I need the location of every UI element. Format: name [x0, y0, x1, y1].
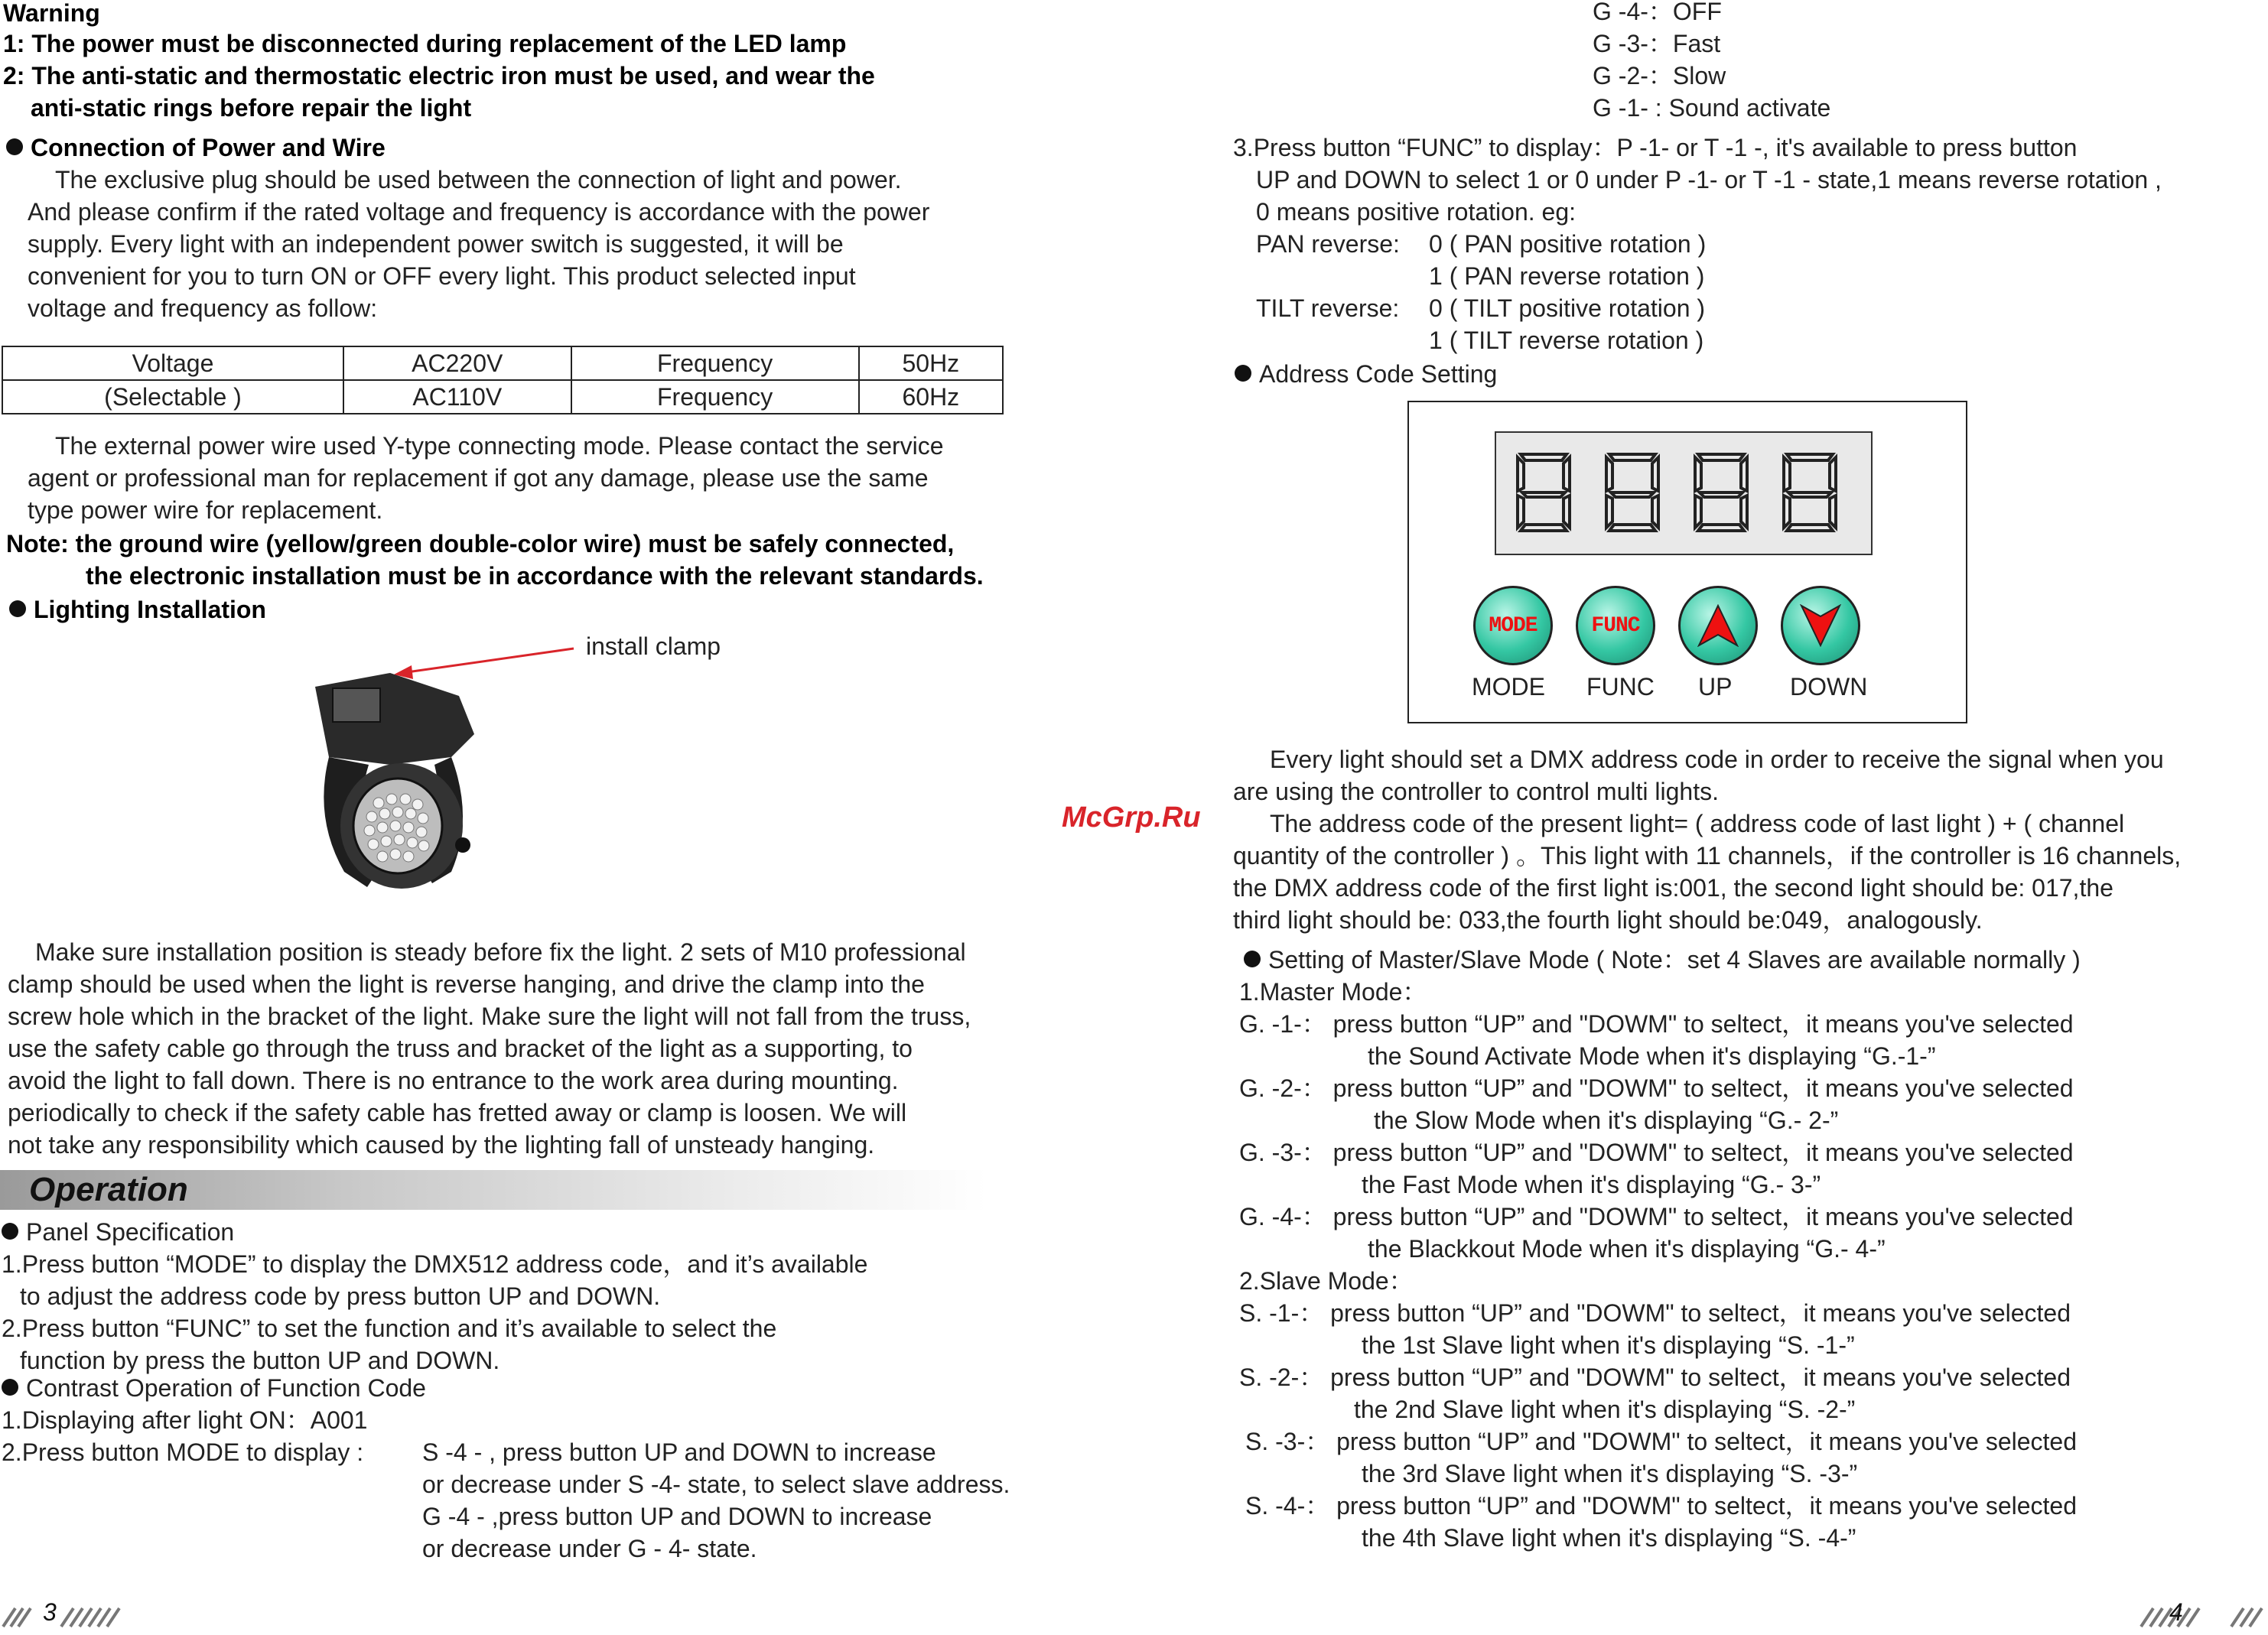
install-line-6: periodically to check if the safety cable has fretted away or clamp is loosen. We will [8, 1099, 907, 1126]
slave-s2-line-2: the 2nd Slave light when it's displaying “S. -2-” [1354, 1396, 1856, 1423]
tilt-reverse-1: 1 ( TILT reverse rotation ) [1429, 327, 1704, 354]
contrast-s-line-2: or decrease under S -4- state, to select slave address. [422, 1471, 1010, 1498]
install-line-4: use the safety cable go through the truss and bracket of the light as a supporting, to [8, 1035, 913, 1062]
install-line-3: screw hole which in the bracket of the light. Make sure the light will not fall from the truss, [8, 1003, 971, 1030]
up-label: UP [1698, 673, 1733, 700]
mode-button[interactable]: MODE [1473, 586, 1553, 665]
bullet-icon [1244, 951, 1261, 967]
table-cell: 50Hz [859, 346, 1003, 380]
table-cell: Frequency [571, 380, 859, 414]
down-button[interactable] [1781, 586, 1860, 665]
connection-line-2: And please confirm if the rated voltage and frequency is accordance with the power [28, 198, 930, 226]
note-line-2: the electronic installation must be in accordance with the relevant standards. [86, 562, 984, 590]
master-g1-line-1: G. -1-： press button “UP” and "DOWM" to seltect，it means you've selected [1239, 1010, 2074, 1038]
g-code-off: G -4-：OFF [1593, 0, 1722, 25]
table-cell: AC110V [343, 380, 571, 414]
slave-s1-line-1: S. -1-： press button “UP” and "DOWM" to seltect，it means you've selected [1239, 1299, 2071, 1327]
panel-spec-line-2: to adjust the address code by press button UP and DOWN. [20, 1282, 661, 1310]
panel-spec-line-3: 2.Press button “FUNC” to set the function and it’s available to select the [2, 1315, 777, 1342]
g-code-slow: G -2-：Slow [1593, 62, 1726, 89]
func-label: FUNC [1586, 673, 1655, 700]
master-slave-heading: Setting of Master/Slave Mode ( Note：set 4 Slaves are available normally ) [1244, 944, 2081, 976]
connection-line-4: convenient for you to turn ON or OFF every light. This product selected input [28, 262, 856, 290]
bullet-icon [1235, 365, 1251, 382]
control-panel [1407, 401, 1967, 723]
external-wire-line-1: The external power wire used Y-type connecting mode. Please contact the service [55, 432, 944, 460]
light-fixture-illustration [298, 642, 581, 918]
panel-spec-heading: Panel Specification [2, 1216, 234, 1248]
master-mode-title: 1.Master Mode： [1239, 978, 1427, 1006]
address-line-1: Every light should set a DMX address code in order to receive the signal when you [1270, 746, 2164, 773]
func-line-2: UP and DOWN to select 1 or 0 under P -1- or T -1 - state,1 means reverse rotation , [1256, 166, 2162, 193]
seven-segment-digit [1779, 450, 1840, 535]
mode-label: MODE [1472, 673, 1545, 700]
contrast-g-line-2: or decrease under G - 4- state. [422, 1535, 757, 1562]
contrast-s-line-1: S -4 - , press button UP and DOWN to increase [422, 1438, 936, 1466]
external-wire-line-3: type power wire for replacement. [28, 496, 383, 524]
pan-reverse-1: 1 ( PAN reverse rotation ) [1429, 262, 1705, 290]
installation-heading: Lighting Installation [9, 593, 266, 626]
master-g1-line-2: the Sound Activate Mode when it's displaying “G.-1-” [1368, 1042, 1936, 1070]
slave-s1-line-2: the 1st Slave light when it's displaying “S. -1-” [1362, 1331, 1855, 1359]
table-cell: Voltage [2, 346, 343, 380]
pan-reverse-label: PAN reverse: [1256, 230, 1400, 258]
slave-s4-line-1: S. -4-： press button “UP” and "DOWM" to seltect，it means you've selected [1245, 1492, 2077, 1520]
tilt-reverse-0: 0 ( TILT positive rotation ) [1429, 294, 1706, 322]
page-number-right: 4 [2169, 1598, 2183, 1626]
seven-segment-digit [1690, 450, 1752, 535]
warning-item-2-cont: anti-static rings before repair the light [31, 94, 472, 122]
g-code-fast: G -3-：Fast [1593, 30, 1721, 57]
slave-mode-title: 2.Slave Mode： [1239, 1267, 1414, 1295]
note-line-1: Note: the ground wire (yellow/green double-color wire) must be safely connected, [6, 530, 955, 557]
external-wire-line-2: agent or professional man for replacement if got any damage, please use the same [28, 464, 929, 492]
table-row [2, 346, 1003, 380]
clamp-pointer-arrow [402, 648, 574, 673]
address-line-4: quantity of the controller ) 。This light with 11 channels，if the controller is 16 channels, [1233, 842, 2182, 870]
operation-title: Operation [29, 1171, 188, 1208]
tilt-knob [455, 837, 470, 853]
power-table [2, 346, 1004, 414]
clamp-plate [333, 688, 380, 722]
address-line-3: The address code of the present light= ( address code of last light ) + ( channel [1270, 810, 2125, 837]
connection-heading: Connection of Power and Wire [6, 132, 386, 164]
address-line-6: third light should be: 033,the fourth light should be:049，analogously. [1233, 906, 1983, 934]
page-number-left: 3 [43, 1598, 57, 1626]
install-line-1: Make sure installation position is steady before fix the light. 2 sets of M10 professional [35, 938, 966, 966]
down-arrow-icon [1800, 604, 1841, 647]
address-line-2: are using the controller to control multi lights. [1233, 778, 1719, 805]
address-heading: Address Code Setting [1235, 358, 1497, 390]
master-g4-line-2: the Blackkout Mode when it's displaying “G.- 4-” [1368, 1235, 1886, 1263]
bullet-icon [2, 1379, 18, 1396]
table-row [2, 380, 1003, 414]
master-g4-line-1: G. -4-： press button “UP” and "DOWM" to seltect，it means you've selected [1239, 1203, 2074, 1230]
panel-spec-line-1: 1.Press button “MODE” to display the DMX512 address code，and it’s available [2, 1250, 868, 1278]
contrast-g-line-1: G -4 - ,press button UP and DOWN to increase [422, 1503, 932, 1530]
func-line-1: 3.Press button “FUNC” to display：P -1- or T -1 -, it's available to press button [1233, 134, 2078, 161]
table-cell: AC220V [343, 346, 571, 380]
func-button[interactable]: FUNC [1576, 586, 1655, 665]
page-footer-stripes [0, 1604, 130, 1630]
watermark: McGrp.Ru [1062, 801, 1201, 834]
install-line-5: avoid the light to fall down. There is no entrance to the work area during mounting. [8, 1067, 899, 1094]
contrast-line-1: 1.Displaying after light ON：A001 [2, 1406, 368, 1434]
bullet-icon [6, 138, 23, 155]
warning-title: Warning [3, 0, 100, 27]
table-cell: Frequency [571, 346, 859, 380]
bullet-icon [2, 1223, 18, 1240]
connection-line-3: supply. Every light with an independent power switch is suggested, it will be [28, 230, 844, 258]
page-footer-stripes [2138, 1604, 2268, 1630]
tilt-reverse-label: TILT reverse: [1256, 294, 1400, 322]
table-cell: (Selectable ) [2, 380, 343, 414]
up-button[interactable] [1678, 586, 1758, 665]
install-line-2: clamp should be used when the light is reverse hanging, and drive the clamp into the [8, 970, 925, 998]
g-code-sound: G -1- : Sound activate [1593, 94, 1831, 122]
connection-line-1: The exclusive plug should be used between the connection of light and power. [55, 166, 902, 193]
pan-reverse-0: 0 ( PAN positive rotation ) [1429, 230, 1707, 258]
up-arrow-icon [1697, 604, 1739, 647]
master-g2-line-1: G. -2-： press button “UP” and "DOWM" to seltect，it means you've selected [1239, 1074, 2074, 1102]
down-label: DOWN [1790, 673, 1868, 700]
bullet-icon [9, 600, 26, 617]
connection-line-5: voltage and frequency as follow: [28, 294, 378, 322]
contrast-line-2-prefix: 2.Press button MODE to display : [2, 1438, 364, 1466]
seven-segment-digit [1513, 450, 1574, 535]
warning-item-1: 1: The power must be disconnected during replacement of the LED lamp [3, 30, 847, 57]
install-line-7: not take any responsibility which caused by the lighting fall of unsteady hanging. [8, 1131, 875, 1159]
led-display [1495, 431, 1873, 555]
panel-spec-line-4: function by press the button UP and DOWN. [20, 1347, 500, 1374]
master-g3-line-2: the Fast Mode when it's displaying “G.- 3-” [1362, 1171, 1821, 1198]
master-g3-line-1: G. -3-： press button “UP” and "DOWM" to seltect，it means you've selected [1239, 1139, 2074, 1166]
slave-s2-line-1: S. -2-： press button “UP” and "DOWM" to seltect，it means you've selected [1239, 1364, 2071, 1391]
address-line-5: the DMX address code of the first light is:001, the second light should be: 017,the [1233, 874, 2113, 902]
master-g2-line-2: the Slow Mode when it's displaying “G.- 2-” [1374, 1107, 1839, 1134]
contrast-heading: Contrast Operation of Function Code [2, 1372, 426, 1404]
table-cell: 60Hz [859, 380, 1003, 414]
slave-s3-line-1: S. -3-： press button “UP” and "DOWM" to seltect，it means you've selected [1245, 1428, 2077, 1455]
install-clamp-label: install clamp [586, 632, 721, 660]
func-line-3: 0 means positive rotation. eg: [1256, 198, 1577, 226]
slave-s4-line-2: the 4th Slave light when it's displaying “S. -4-” [1362, 1524, 1856, 1552]
seven-segment-digit [1602, 450, 1663, 535]
warning-item-2: 2: The anti-static and thermostatic electric iron must be used, and wear the [3, 62, 875, 89]
slave-s3-line-2: the 3rd Slave light when it's displaying “S. -3-” [1362, 1460, 1858, 1487]
